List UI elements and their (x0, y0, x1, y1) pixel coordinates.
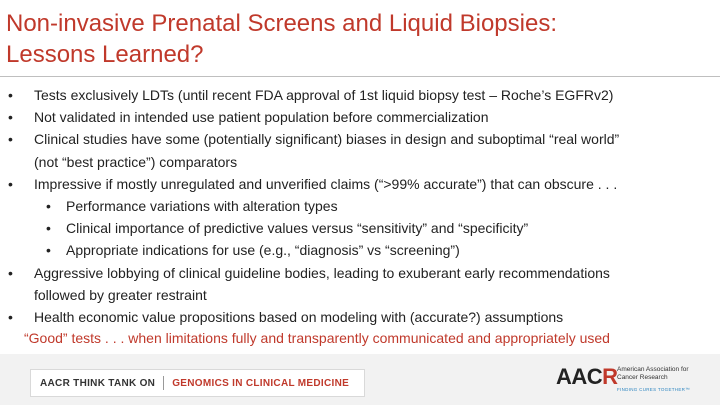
logo-tagline: FINDING CURES TOGETHER™ (617, 387, 690, 392)
bullet-text: Impressive if mostly unregulated and unverified claims (“>99% accurate”) that can obscure . . . (34, 175, 618, 192)
bullet-icon: • (8, 131, 13, 148)
sub-bullet-text: Performance variations with alteration types (66, 198, 338, 215)
bullet-icon: • (8, 109, 13, 126)
bullet-item (8, 262, 714, 284)
bullet-item (8, 128, 714, 150)
think-tank-banner (30, 369, 365, 397)
bullet-text: Aggressive lobbying of clinical guideline bodies, leading to exuberant early recommendations (34, 264, 610, 281)
bullet-list (8, 84, 714, 328)
bullet-text: Clinical studies have some (potentially significant) biases in design and suboptimal “real world” (34, 131, 620, 148)
sub-bullet-item (8, 217, 714, 239)
title-line-2: Lessons Learned? (6, 41, 204, 68)
bullet-continuation: followed by greater restraint (34, 286, 207, 303)
slide-footer (0, 352, 720, 405)
bullet-icon: • (8, 264, 13, 281)
logo-org-name: American Association for Cancer Research (617, 366, 689, 381)
think-tank-topic: GENOMICS IN CLINICAL MEDICINE (172, 377, 350, 389)
sub-bullet-text: Clinical importance of predictive values versus “sensitivity” and “specificity” (66, 220, 529, 237)
bullet-item (8, 173, 714, 195)
sub-bullet-text: Appropriate indications for use (e.g., “diagnosis” vs “screening”) (66, 242, 460, 259)
sub-bullet-item (8, 195, 714, 217)
bullet-icon: • (8, 175, 13, 192)
bullet-icon: • (8, 309, 13, 326)
title-line-1: Non-invasive Prenatal Screens and Liquid Biopsies: (6, 10, 557, 37)
bullet-item (8, 106, 714, 128)
bullet-icon: • (46, 242, 51, 259)
bullet-icon: • (46, 198, 51, 215)
bullet-text: Not validated in intended use patient population before commercialization (34, 109, 489, 126)
aacr-logo-mark (556, 364, 618, 390)
aacr-logo (556, 363, 706, 399)
bullet-text: Tests exclusively LDTs (until recent FDA approval of 1st liquid biopsy test – Roche’s EGFRv2) (34, 87, 614, 103)
bullet-icon: • (46, 220, 51, 237)
closing-statement: “Good” tests . . . when limitations fully and transparently communicated and appropriately used (24, 330, 610, 346)
bullet-item (8, 306, 714, 328)
slide-title (6, 8, 706, 70)
title-divider (0, 76, 720, 77)
sub-bullet-item (8, 239, 714, 261)
logo-mark-accent: R (602, 364, 618, 389)
think-tank-label: AACR THINK TANK ON (40, 377, 156, 389)
footer-divider (0, 352, 720, 354)
bullet-icon: • (8, 87, 13, 103)
bullet-continuation: (not “best practice”) comparators (34, 153, 238, 170)
bullet-item (8, 84, 714, 106)
logo-mark-text: AAC (556, 364, 603, 389)
bullet-text: Health economic value propositions based on modeling with (accurate?) assumptions (34, 309, 564, 326)
